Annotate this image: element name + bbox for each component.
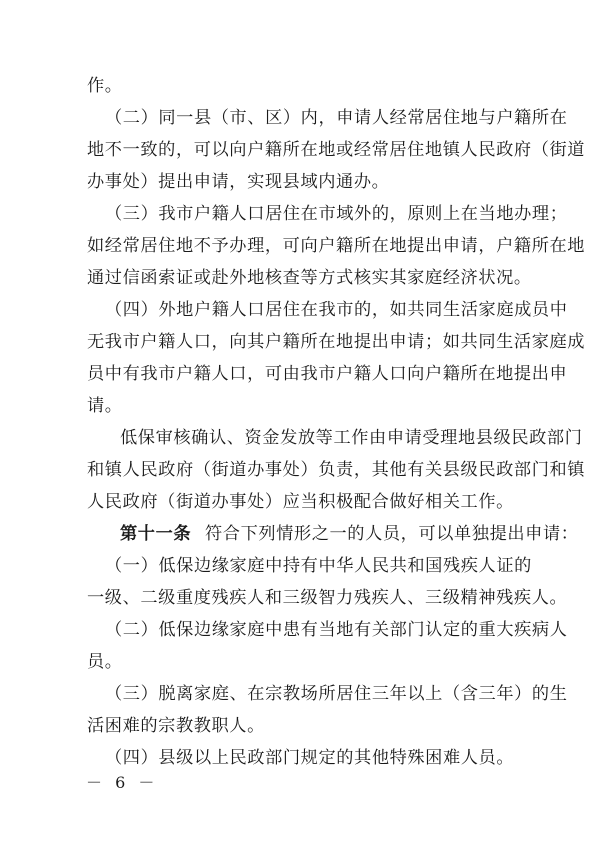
text-line: 活困难的宗教教职人。 — [87, 716, 265, 736]
text-line: （二）低保边缘家庭中患有当地有关部门认定的重大疾病人 — [105, 620, 568, 640]
text-line: 员。 — [87, 652, 123, 672]
text-line: （三）我市户籍人口居住在市域外的，原则上在当地办理； — [105, 204, 568, 224]
page-number: － 6 － — [86, 773, 159, 792]
text-line: （四）外地户籍人口居住在我市的，如共同生活家庭成员中 — [105, 300, 568, 320]
text-line: （一）低保边缘家庭中持有中华人民共和国残疾人证的 — [105, 556, 532, 576]
text-line: 请。 — [87, 396, 123, 416]
text-line: 作。 — [87, 76, 123, 96]
text-line: （二）同一县（市、区）内，申请人经常居住地与户籍所在 — [105, 108, 568, 128]
text-line: 无我市户籍人口，向其户籍所在地提出申请；如共同生活家庭成 — [87, 332, 586, 352]
text-line: 通过信函索证或赴外地核查等方式核实其家庭经济状况。 — [87, 268, 532, 288]
text-line: 如经常居住地不予办理，可向户籍所在地提出申请，户籍所在地 — [87, 236, 586, 256]
text-line: 办事处）提出申请，实现县域内通办。 — [87, 172, 390, 192]
text-line: （三）脱离家庭、在宗教场所居住三年以上（含三年）的生 — [105, 684, 568, 704]
text-line: 地不一致的，可以向户籍所在地或经常居住地镇人民政府（街道 — [87, 140, 586, 160]
text-line: 和镇人民政府（街道办事处）负责，其他有关县级民政部门和镇 — [87, 460, 586, 480]
text-line: 员中有我市户籍人口，可由我市户籍人口向户籍所在地提出申 — [87, 364, 568, 384]
text-line: 人民政府（街道办事处）应当积极配合做好相关工作。 — [87, 492, 514, 512]
article-heading: 第十一条 — [120, 524, 192, 544]
text-line: 符合下列情形之一的人员，可以单独提出申请： — [205, 524, 579, 544]
text-line: （四）县级以上民政部门规定的其他特殊困难人员。 — [105, 748, 515, 768]
text-line: 低保审核确认、资金发放等工作由申请受理地县级民政部门 — [120, 428, 583, 448]
text-line: 一级、二级重度残疾人和三级智力残疾人、三级精神残疾人。 — [87, 588, 568, 608]
